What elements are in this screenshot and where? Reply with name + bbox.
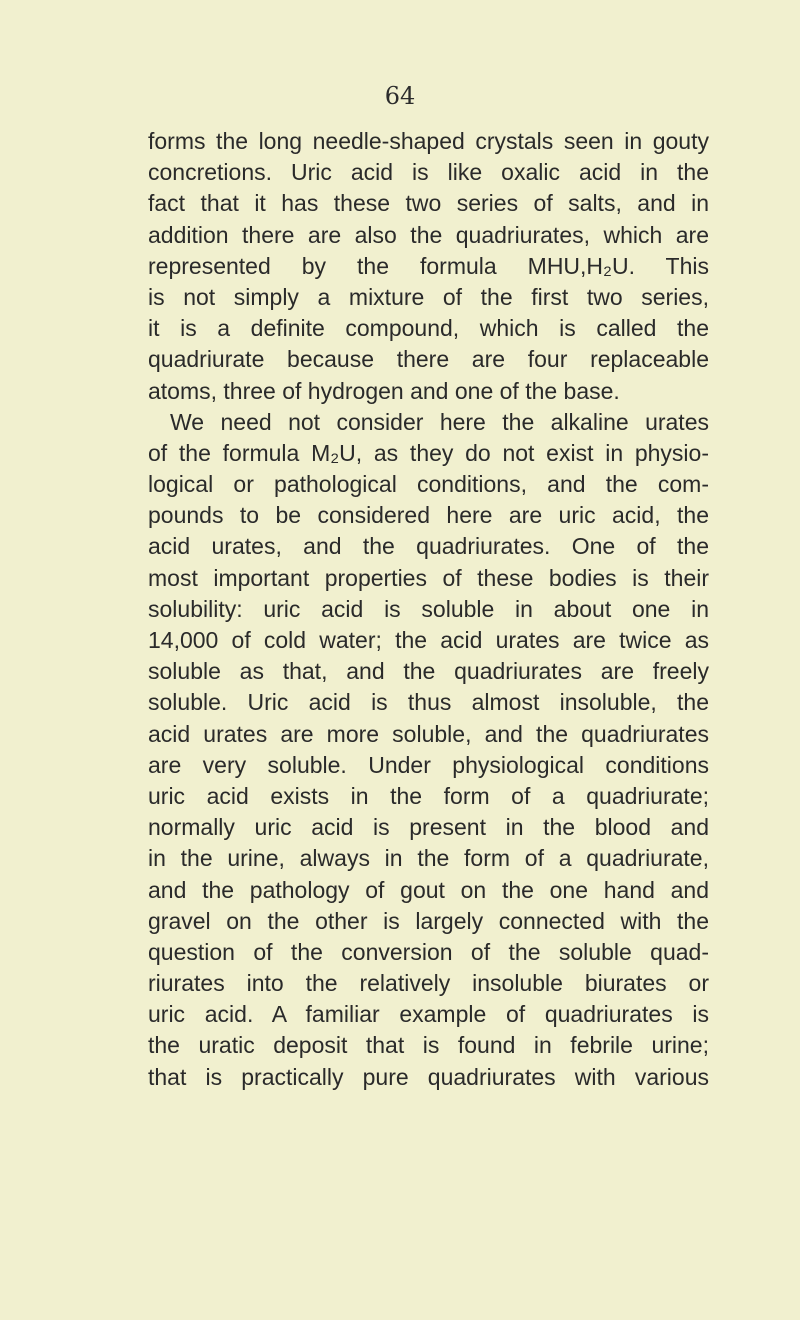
text-line: of the formula M₂U, as they do not exist in physio- <box>148 439 709 466</box>
text-line: We need not consider here the alkaline urates <box>170 408 709 435</box>
text-line: normally uric acid is present in the blood and <box>148 814 709 841</box>
text-line: are very soluble. Under physiological conditions <box>148 751 709 778</box>
text-line: is not simply a mixture of the first two series, <box>148 283 709 310</box>
text-line: that is practically pure quadriurates with various <box>148 1063 709 1090</box>
text-line: question of the conversion of the soluble quad- <box>148 938 709 965</box>
text-line: atoms, three of hydrogen and one of the base. <box>148 377 620 404</box>
text-line: quadriurate because there are four replaceable <box>148 346 709 373</box>
text-line: uric acid exists in the form of a quadriurate; <box>148 782 709 809</box>
text-line: uric acid. A familiar example of quadriurates is <box>148 1001 709 1028</box>
text-line: soluble. Uric acid is thus almost insoluble, the <box>148 689 709 716</box>
body-text <box>148 126 709 1093</box>
text-line: in the urine, always in the form of a quadriurate, <box>148 845 709 872</box>
text-line: riurates into the relatively insoluble biurates or <box>148 970 709 997</box>
text-line: concretions. Uric acid is like oxalic acid in the <box>148 159 709 186</box>
text-line: forms the long needle-shaped crystals seen in gouty <box>148 128 709 154</box>
text-line: represented by the formula MHU,H₂U. This <box>148 252 709 279</box>
text-line: it is a definite compound, which is called the <box>148 315 709 342</box>
text-line: addition there are also the quadriurates, which are <box>148 221 709 248</box>
text-line: and the pathology of gout on the one hand and <box>148 876 709 903</box>
text-line: gravel on the other is largely connected with the <box>148 907 709 934</box>
text-line: fact that it has these two series of salts, and in <box>148 190 709 217</box>
text-line: acid urates are more soluble, and the quadriurates <box>148 720 709 747</box>
text-line: pounds to be considered here are uric acid, the <box>148 502 709 529</box>
page-number: 64 <box>384 82 416 110</box>
text-line: logical or pathological conditions, and the com- <box>148 471 709 498</box>
text-line: solubility: uric acid is soluble in about one in <box>148 595 709 622</box>
text-line: the uratic deposit that is found in febrile urine; <box>148 1032 709 1059</box>
text-line: soluble as that, and the quadriurates are freely <box>148 658 709 685</box>
text-line: acid urates, and the quadriurates. One of the <box>148 533 709 560</box>
text-line: 14,000 of cold water; the acid urates are twice as <box>148 627 709 653</box>
text-line: most important properties of these bodies is their <box>148 564 709 591</box>
